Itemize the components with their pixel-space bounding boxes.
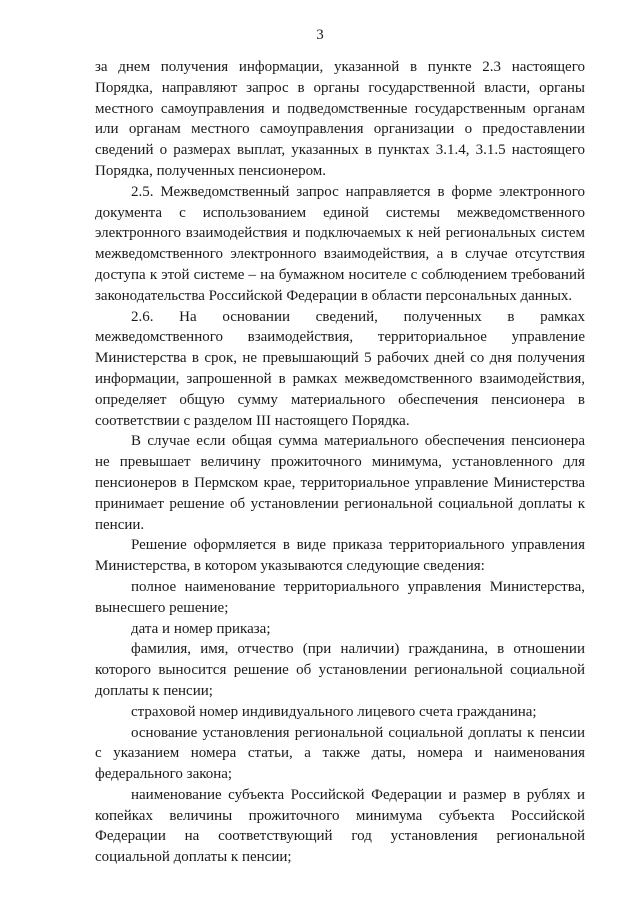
list-item-department-name: полное наименование территориального управления Министерства, вынесшего решение; — [95, 578, 585, 616]
list-item-order-date-number: дата и номер приказа; — [131, 620, 271, 637]
list-item-insurance-number: страховой номер индивидуального лицевого счета гражданина; — [131, 703, 537, 720]
list-item-legal-basis: основание установления региональной социальной доплаты к пенсии с указанием номера статьи, а также даты, номера и наименования федерального закона; — [95, 724, 585, 783]
list-item-citizen-name: фамилия, имя, отчество (при наличии) гражданина, в отношении которого выносится решение об установлении региональной социальной доплаты к пенсии; — [95, 641, 585, 699]
page-number: 3 — [316, 27, 324, 43]
document-body — [95, 57, 585, 868]
paragraph-decision-condition: В случае если общая сумма материального обеспечения пенсионера не превышает величину прожиточного минимума, установленного для пенсионеров в Пермском крае, территориальное управление Министерства принимает решение об установлении региональной социальной доплаты к пенсии. — [95, 433, 585, 533]
list-item-subsistence-minimum: наименование субъекта Российской Федерации и размер в рублях и копейках величины прожиточного минимума субъекта Российской Федерации на соответствующий год установления региональной социальной доплаты к пенсии; — [95, 786, 585, 866]
paragraph-2-5: 2.5. Межведомственный запрос направляется в форме электронного документа с использованием единой системы межведомственного электронного взаимодействия и подключаемых к ней региональных систем межведомственного электронного взаимодействия, а в случае отсутствия доступа к этой системе – на бумажном носителе с соблюдением требований законодательства Российской Федерации в области персональных данных. — [95, 183, 585, 304]
paragraph-2-6: 2.6. На основании сведений, полученных в рамках межведомственного взаимодействия, территориальное управление Министерства в срок, не превышающий 5 рабочих дней со дня получения информации, запрошенной в рамках межведомственного взаимодействия, определяет общую сумму материального обеспечения пенсионера в соответствии с разделом III настоящего Порядка. — [95, 308, 585, 429]
paragraph-continuation: за днем получения информации, указанной в пункте 2.3 настоящего Порядка, направляют запрос в органы государственной власти, органы местного самоуправления и подведомственные государственным органам или органам местного самоуправления организации о предоставлении сведений о размерах выплат, указанных в пунктах 3.1.4, 3.1.5 настоящего Порядка, полученных пенсионером. — [95, 59, 585, 179]
paragraph-decision-form: Решение оформляется в виде приказа территориального управления Министерства, в котором указываются следующие сведения: — [95, 537, 585, 575]
